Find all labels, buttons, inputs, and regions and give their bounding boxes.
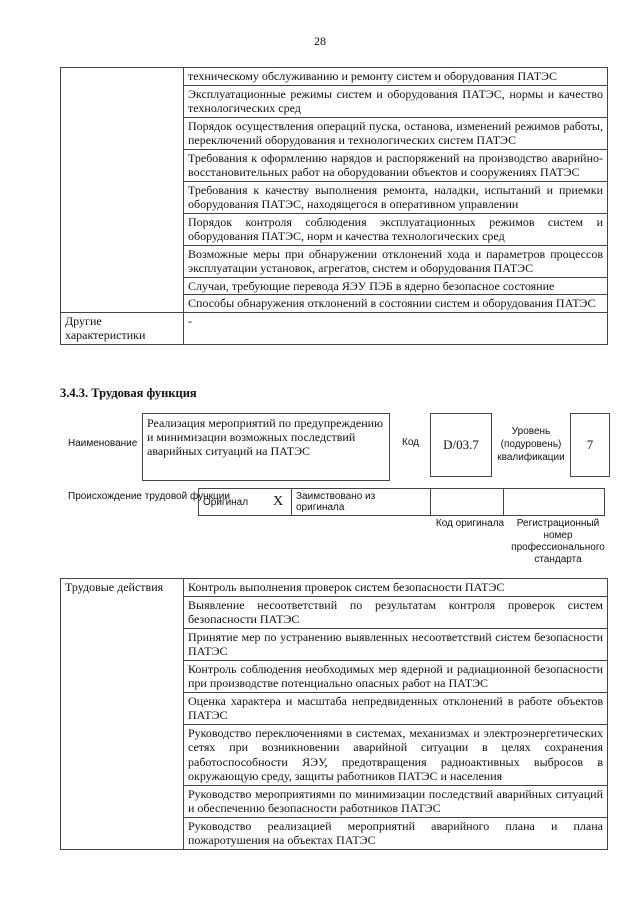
table-row [61, 312, 608, 344]
table-cell: техническому обслуживанию и ремонту систем и оборудования ПАТЭС [184, 68, 608, 86]
table-cell: Способы обнаружения отклонений в состоянии систем и оборудования ПАТЭС [184, 295, 608, 313]
section-title: 3.4.3. Трудовая функция [60, 386, 197, 400]
original-mark: X [269, 489, 292, 516]
registration-number-cell [504, 489, 605, 516]
table-cell: Требования к оформлению нарядов и распоряжений на производство аварийно-восстановительных работ на оборудовании объектов и сооружениях ПАТЭС [184, 149, 608, 181]
table-cell: Случаи, требующие перевода ЯЭУ ПЭБ в ядерно безопасное состояние [184, 277, 608, 295]
original-code-cell [431, 489, 504, 516]
table-cell: Выявление несоответствий по результатам контроля проверок систем безопасности ПАТЭС [184, 596, 608, 628]
table-cell: Руководство переключениями в системах, механизмах и электроэнергетических сетях при возникновении аварийной ситуации в целях сохранения работоспособности ЯЭУ, предотвращения радиоактивных выбросов в окружающую среду, защиты работников ПАТЭС и населения [184, 724, 608, 785]
origin-label: Происхождение трудовой функции [68, 491, 230, 502]
function-code [430, 413, 492, 477]
qualification-level-value: 7 [586, 437, 594, 452]
table-cell: Порядок контроля соблюдения эксплуатационных режимов систем и оборудования ПАТЭС, норм и качества технологических сред [184, 213, 608, 245]
table-cell: Руководство реализацией мероприятий аварийного плана и плана пожаротушения на объектах ПАТЭС [184, 817, 608, 849]
table-cell: Эксплуатационные режимы систем и оборудования ПАТЭС, нормы и качество технологических сред [184, 85, 608, 117]
borrowed-label: Заимствовано из оригинала [292, 489, 431, 516]
origin-table [198, 488, 605, 516]
table-cell: Контроль соблюдения необходимых мер ядерной и радиационной безопасности при производстве потенциально опасных работ на ПАТЭС [184, 660, 608, 692]
table-cell: Контроль выполнения проверок систем безопасности ПАТЭС [184, 579, 608, 597]
name-label: Наименование [68, 438, 138, 449]
function-name: Реализация мероприятий по предупреждению и минимизации возможных последствий аварийных ситуаций на ПАТЭС [142, 413, 390, 481]
page-number: 28 [314, 34, 326, 48]
table-label-cell [61, 68, 184, 313]
labor-actions-table [60, 578, 608, 850]
labor-actions-label: Трудовые действия [61, 579, 184, 850]
level-label: Уровень (подуровень) квалификации [497, 426, 565, 463]
qualification-level [570, 413, 610, 477]
table-cell: Возможные меры при обнаружении отклонений хода и параметров процессов эксплуатации установок, агрегатов, систем и оборудования ПАТЭС [184, 245, 608, 277]
function-code-value: D/03.7 [443, 437, 479, 452]
table-cell: Принятие мер по устранению выявленных несоответствий систем безопасности ПАТЭС [184, 628, 608, 660]
table-row [61, 68, 608, 86]
knowledge-table [60, 67, 608, 345]
original-label: Оригинал [199, 489, 270, 516]
other-characteristics-value: - [184, 312, 608, 344]
table-cell: Руководство мероприятиями по минимизации последствий аварийных ситуаций и обеспечению безопасности работников ПАТЭС [184, 785, 608, 817]
table-row [61, 579, 608, 597]
table-cell: Оценка характера и масштаба непредвиденных отклонений в работе объектов ПАТЭС [184, 692, 608, 724]
caption-original-code: Код оригинала [435, 518, 505, 529]
caption-registration-number: Регистрационный номер профессионального стандарта [511, 518, 605, 565]
code-label: Код [402, 437, 420, 448]
table-row [199, 489, 605, 516]
table-cell: Требования к качеству выполнения ремонта, наладки, испытаний и приемки оборудования ПАТЭС, находящегося в оперативном управлении [184, 181, 608, 213]
table-cell: Порядок осуществления операций пуска, останова, изменений режимов работы, переключений оборудования и технологических систем ПАТЭС [184, 117, 608, 149]
other-characteristics-label: Другие характеристики [61, 312, 184, 344]
